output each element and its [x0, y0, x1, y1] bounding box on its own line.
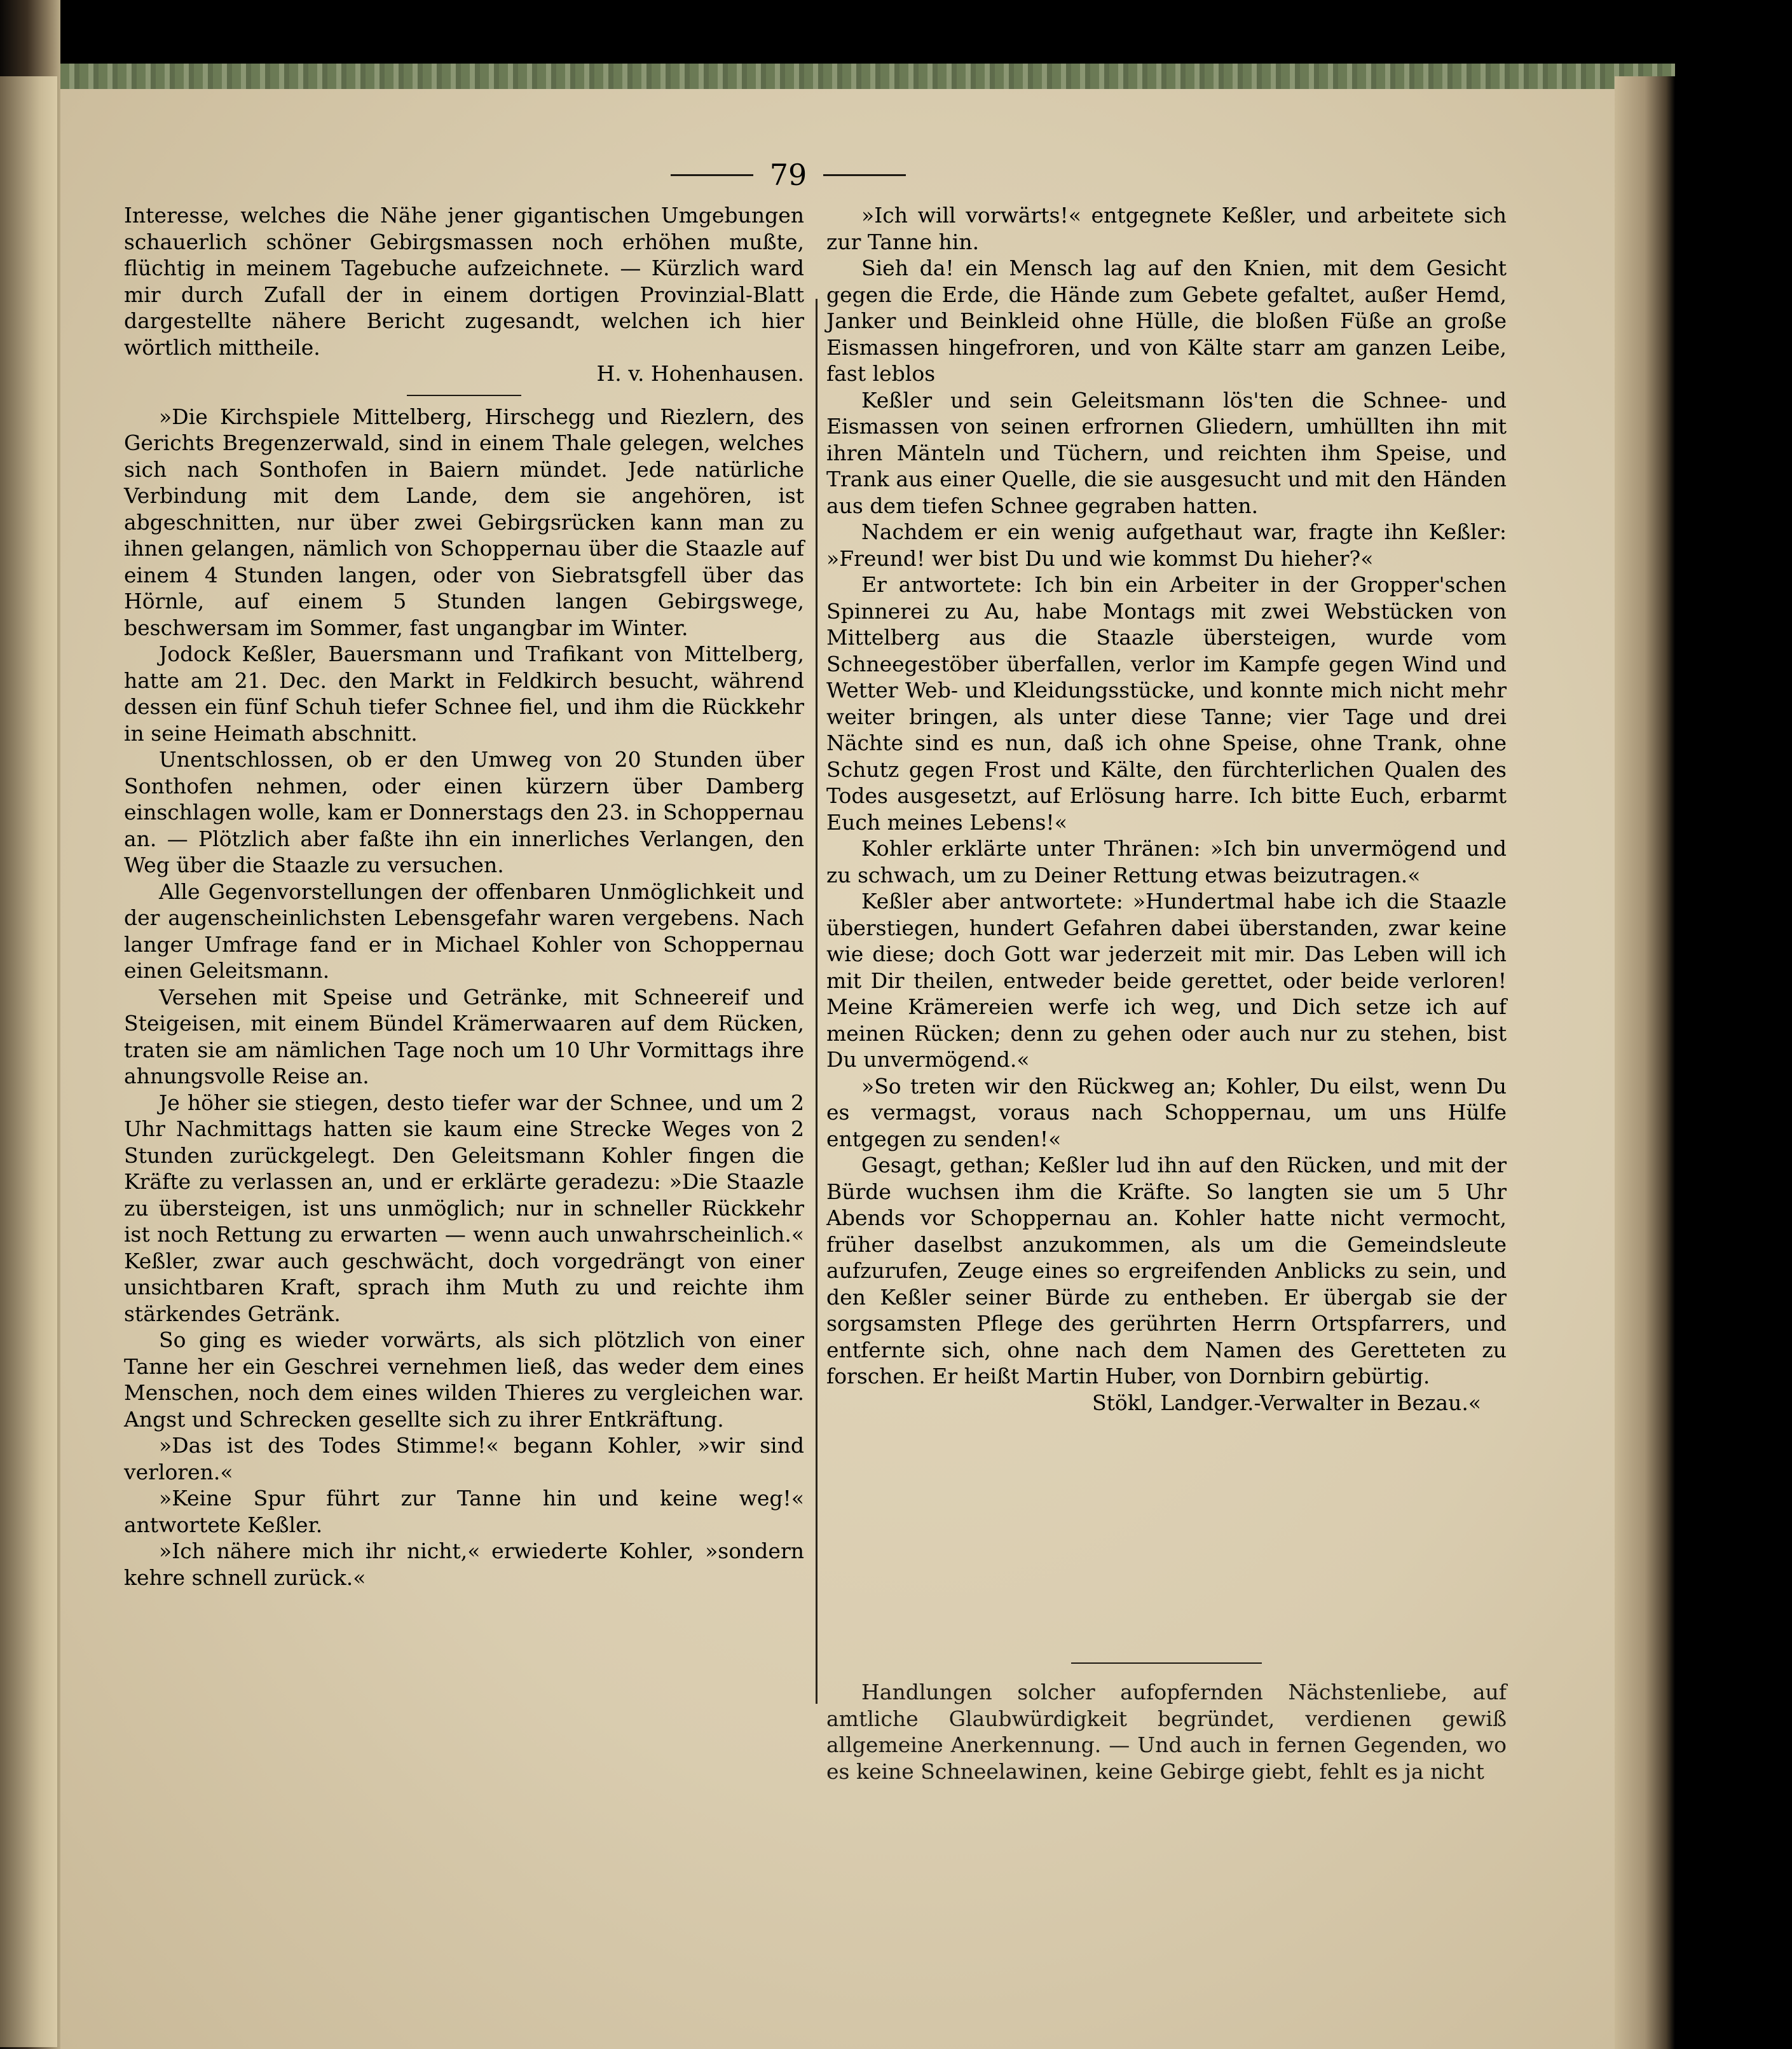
paragraph: Er antwortete: Ich bin ein Arbeiter in der Gropper'schen Spinnerei zu Au, habe Montags mit zwei Webstücken von Mittelberg aus die Staazle übersteigen, wurde vom Schneegestöber überfallen, verlor im Kampfe gegen Wind und Wetter Web- und Kleidungsstücke, und konnte mich nicht mehr weiter bringen, als unter diese Tanne; vier Tage und drei Nächte sind es nun, daß ich ohne Speise, ohne Trank, ohne Schutz gegen Frost und Kälte, den fürchterlichen Qualen des Todes ausgesetzt, auf Erlösung harre. Ich bitte Euch, erbarmt Euch meines Lebens!« [826, 572, 1507, 835]
paragraph: Jodock Keßler, Bauersmann und Trafikant von Mittelberg, hatte am 21. Dec. den Markt in Feldkirch besucht, während dessen ein fünf Schuh tiefer Schnee fiel, und ihm die Rückkehr in seine Heimath abschnitt. [124, 641, 804, 746]
paragraph: Je höher sie stiegen, desto tiefer war der Schnee, und um 2 Uhr Nachmittags hatten sie kaum eine Strecke Weges von 2 Stunden zurückgelegt. Den Geleitsmann Kohler fingen die Kräfte zu verlassen an, und er erklärte geradezu: »Die Staazle zu übersteigen, ist uns unmöglich; nur in schneller Rückkehr ist noch Rettung zu erwarten — wenn auch unwahrscheinlich.« Keßler, zwar auch geschwächt, doch vorgedrängt von einer unsichtbaren Kraft, sprach ihm Muth zu und reichte ihm stärkendes Getränk. [124, 1090, 804, 1326]
paragraph: Keßler und sein Geleitsmann lös'ten die Schnee- und Eismassen von seinen erfrornen Gliedern, umhüllten ihn mit ihren Mänteln und Tüchern, und reichten ihm Speise, und Trank aus einer Quelle, die sie ausgesucht und mit den Händen aus dem tiefen Schnee gegraben hatten. [826, 387, 1507, 518]
paragraph: »So treten wir den Rückweg an; Kohler, Du eilst, wenn Du es vermagst, voraus nach Schoppernau, um uns Hülfe entgegen zu senden!« [826, 1073, 1507, 1151]
left-page-edge [0, 76, 57, 2047]
paragraph: Sieh da! ein Mensch lag auf den Knien, mit dem Gesicht gegen die Erde, die Hände zum Gebete gefaltet, außer Hemd, Janker und Beinkleid ohne Hülle, die bloßen Füße an große Eismassen hingefroren, und von Kälte starr am ganzen Leibe, fast leblos [826, 256, 1507, 386]
section-divider [407, 395, 521, 396]
page-edge-right [1615, 76, 1675, 2049]
column-divider [816, 299, 817, 1704]
left-column [124, 202, 804, 1591]
page-number: 79 [769, 158, 807, 192]
page-number-header [671, 156, 906, 194]
paragraph: Kohler erklärte unter Thränen: »Ich bin unvermögend und zu schwach, um zu Deiner Rettung etwas beizutragen.« [826, 836, 1507, 887]
paragraph: So ging es wieder vorwärts, als sich plötzlich von einer Tanne her ein Geschrei vernehmen ließ, das weder dem eines Menschen, noch dem eines wilden Thieres zu vergleichen war. Angst und Schrecken gesellte sich zu ihrer Entkräftung. [124, 1327, 804, 1432]
paragraph: Nachdem er ein wenig aufgethaut war, fragte ihn Keßler: »Freund! wer bist Du und wie kommst Du hieher?« [826, 519, 1507, 571]
header-rule-right [823, 174, 906, 176]
paragraph: Gesagt, gethan; Keßler lud ihn auf den Rücken, und mit der Bürde wuchsen ihm die Kräfte. So langten sie um 5 Uhr Abends vor Schoppernau an. Kohler hatte nicht vermocht, früher daselbst anzukommen, als um die Gemeindsleute aufzurufen, Zeuge eines so ergreifenden Anblicks zu sein, und den Keßler seiner Bürde zu entheben. Er übergab sie der sorgsamsten Pflege des gerührten Herrn Ortspfarrers, und entfernte sich, ohne nach dem Namen des Geretteten zu forschen. Er heißt Martin Huber, von Dornbirn gebürtig. [826, 1153, 1507, 1388]
closing-divider [1071, 1662, 1262, 1664]
header-rule-left [671, 174, 753, 176]
paragraph: »Die Kirchspiele Mittelberg, Hirschegg und Riezlern, des Gerichts Bregenzerwald, sind in einem Thale gelegen, welches sich nach Sonthofen in Baiern mündet. Jede natürliche Verbindung mit dem Lande, dem sie angehören, ist abgeschnitten, nur über zwei Gebirgsrücken kann man zu ihnen gelangen, nämlich von Schoppernau über die Staazle auf einem 4 Stunden langen, oder von Siebratsgfell über das Hörnle, auf einem 5 Stunden langen Gebirgswege, beschwersam im Sommer, fast ungangbar im Winter. [124, 404, 804, 640]
paragraph: »Das ist des Todes Stimme!« begann Kohler, »wir sind verloren.« [124, 1433, 804, 1484]
paragraph: Keßler aber antwortete: »Hundertmal habe ich die Staazle überstiegen, hundert Gefahren dabei überstanden, zwar keine wie diese; doch Gott war jederzeit mit mir. Das Leben will ich mit Dir theilen, entweder beide gerettet, oder beide verloren! Meine Krämereien werfe ich weg, und Dich setze ich auf meinen Rücken; denn zu gehen oder auch nur zu stehen, bist Du unvermögend.« [826, 889, 1507, 1072]
paragraph: »Ich nähere mich ihr nicht,« erwiederte Kohler, »sondern kehre schnell zurück.« [124, 1538, 804, 1590]
paragraph: Interesse, welches die Nähe jener gigantischen Umgebungen schauerlich schöner Gebirgsmassen noch erhöhen mußte, flüchtig in meinem Tagebuche aufzeichnete. — Kürzlich ward mir durch Zufall der in einem dortigen Provinzial-Blatt dargestellte nähere Bericht zugesandt, welchen ich hier wörtlich mittheile. [124, 203, 804, 360]
author-signature: H. v. Hohenhausen. [596, 361, 804, 386]
closing-text [826, 1662, 1507, 1785]
paragraph: Alle Gegenvorstellungen der offenbaren Unmöglichkeit und der augenscheinlichsten Lebensgefahr waren vergebens. Nach langer Umfrage fand er in Michael Kohler von Schoppernau einen Geleitsmann. [124, 879, 804, 983]
paragraph: Unentschlossen, ob er den Umweg von 20 Stunden über Sonthofen nehmen, oder einen kürzern über Damberg einschlagen wolle, kam er Donnerstags den 23. in Schoppernau an. — Plötzlich aber faßte ihn ein innerliches Verlangen, den Weg über die Staazle zu versuchen. [124, 747, 804, 877]
paragraph: Versehen mit Speise und Getränke, mit Schneereif und Steigeisen, mit einem Bündel Krämerwaaren auf dem Rücken, traten sie am nämlichen Tage noch um 10 Uhr Vormittags ihre ahnungsvolle Reise an. [124, 984, 804, 1088]
paragraph: »Keine Spur führt zur Tanne hin und keine weg!« antwortete Keßler. [124, 1486, 804, 1537]
paragraph: »Ich will vorwärts!« entgegnete Keßler, und arbeitete sich zur Tanne hin. [826, 203, 1507, 254]
right-column [826, 202, 1507, 1416]
paragraph: Handlungen solcher aufopfernden Nächstenliebe, auf amtliche Glaubwürdigkeit begründet, verdienen gewiß allgemeine Anerkennung. — Und auch in fernen Gegenden, wo es keine Schneelawinen, keine Gebirge giebt, fehlt es ja nicht [826, 1680, 1507, 1784]
report-signature: Stökl, Landger.-Verwalter in Bezau.« [1092, 1390, 1481, 1415]
